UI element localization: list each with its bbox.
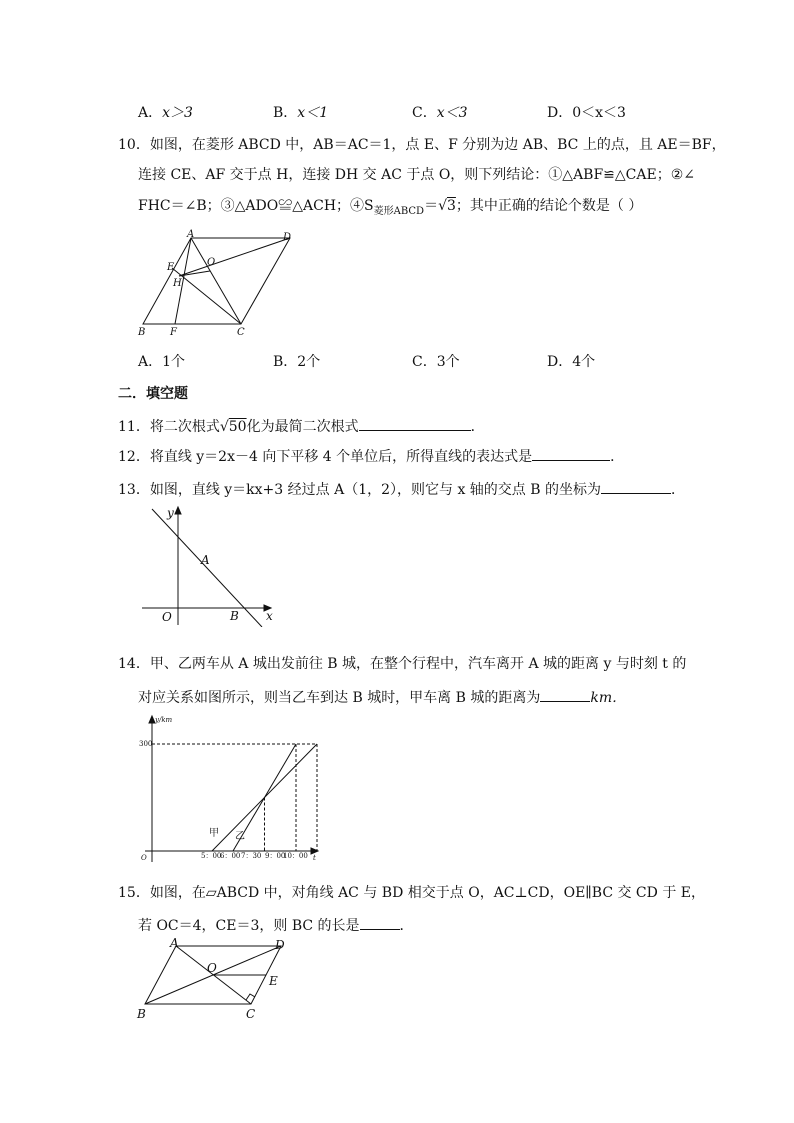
q9-option-b: B．x＜1 [273,105,329,121]
label-d: D [275,938,285,952]
x-tick-6: 6：00 [220,852,241,860]
section-title: 二．填空题 [118,386,188,402]
label-b: B [138,327,146,338]
label-a: A [170,936,179,950]
label-h: H [173,278,182,289]
q11-line: 11．将二次根式√50化为最简二次根式 ． [118,416,485,436]
q11-answer-blank[interactable] [359,416,471,431]
label-o: O [162,610,172,624]
q10-line2: 连接 CE、AF 交于点 H，连接 DH 交 AC 于点 O，则下列结论：①△ABF≌△CAE；②∠ [138,167,695,183]
q13-line: 13．如图，直线 y＝kx+3 经过点 A（1，2），则它与 x 轴的交点 B 的坐标为 ． [118,479,685,499]
label-x: x [266,609,273,623]
segment-ho [179,271,210,276]
label-c: C [237,327,245,338]
q15-figure [135,936,295,1024]
q15-answer-blank[interactable] [360,915,400,930]
label-b: B [230,609,239,623]
label-c: C [246,1007,256,1021]
label-d: D [283,232,292,243]
q14-line1: 14．甲、乙两车从 A 城出发前往 B 城，在整个行程中，汽车离开 A 城的距离 y 与时刻 t 的 [118,656,687,672]
q10-option-c: C．3个 [412,354,460,370]
y-tick-300: 300 [139,740,153,748]
q10-line1: 10．如图，在菱形 ABCD 中，AB＝AC＝1，点 E、F 分别为边 AB、BC 上的点，且 AE＝BF， [118,137,726,153]
label-a: A [201,553,210,567]
q9-option-a: A．x＞3 [138,105,193,121]
label-b: B [137,1007,146,1021]
x-tick-7-30: 7：30 [241,852,262,860]
label-o: O [207,961,217,975]
y-axis-arrow [175,507,181,514]
q13-figure [138,505,278,627]
series-label-jia: 甲 [209,828,219,839]
q14-line2: 对应关系如图所示，则当乙车到达 B 城时，甲车离 B 城的距离为 km． [138,687,626,707]
q10-option-b: B．2个 [273,354,321,370]
label-o: O [207,257,216,268]
q12-line: 12．将直线 y＝2x－4 向下平移 4 个单位后，所得直线的表达式是 ． [118,446,624,466]
q10-option-a: A．1个 [138,354,186,370]
q12-answer-blank[interactable] [532,446,610,461]
label-e: E [269,974,278,988]
q10-option-d: D．4个 [547,354,596,370]
segment-ce [172,268,241,324]
diagonal-ac [191,238,241,324]
x-axis-label: t [313,854,316,862]
origin-label: O [141,854,147,862]
segment-dh [179,238,290,276]
q9-option-d: D．0＜x＜3 [547,105,626,121]
x-tick-5: 5：00 [201,852,222,860]
q13-answer-blank[interactable] [601,479,671,494]
q15-line2: 若 OC＝4，CE＝3，则 BC 的长是 ． [138,915,414,935]
q14-chart [135,712,325,864]
label-y: y [167,506,174,520]
x-tick-9: 9：00 [265,852,286,860]
q14-answer-blank[interactable] [540,687,590,702]
label-f: F [170,327,177,338]
label-e: E [167,262,175,273]
q10-figure [135,228,300,340]
y-axis-label: y/km [155,716,173,724]
series-label-yi: 乙 [235,831,245,842]
label-a: A [187,229,195,240]
x-tick-10: 10：00 [283,852,308,860]
q15-line1: 15．如图，在▱ABCD 中，对角线 AC 与 BD 相交于点 O，AC⊥CD，OE∥BC 交 CD 于 E， [118,885,705,901]
q10-line3: FHC＝∠B；③△ADO≌△ACH；$④S_{菱形ABCD}=√3$；其中正确的结论个数是（ ） [138,198,643,217]
q9-option-c: C．x＜3 [412,105,468,121]
